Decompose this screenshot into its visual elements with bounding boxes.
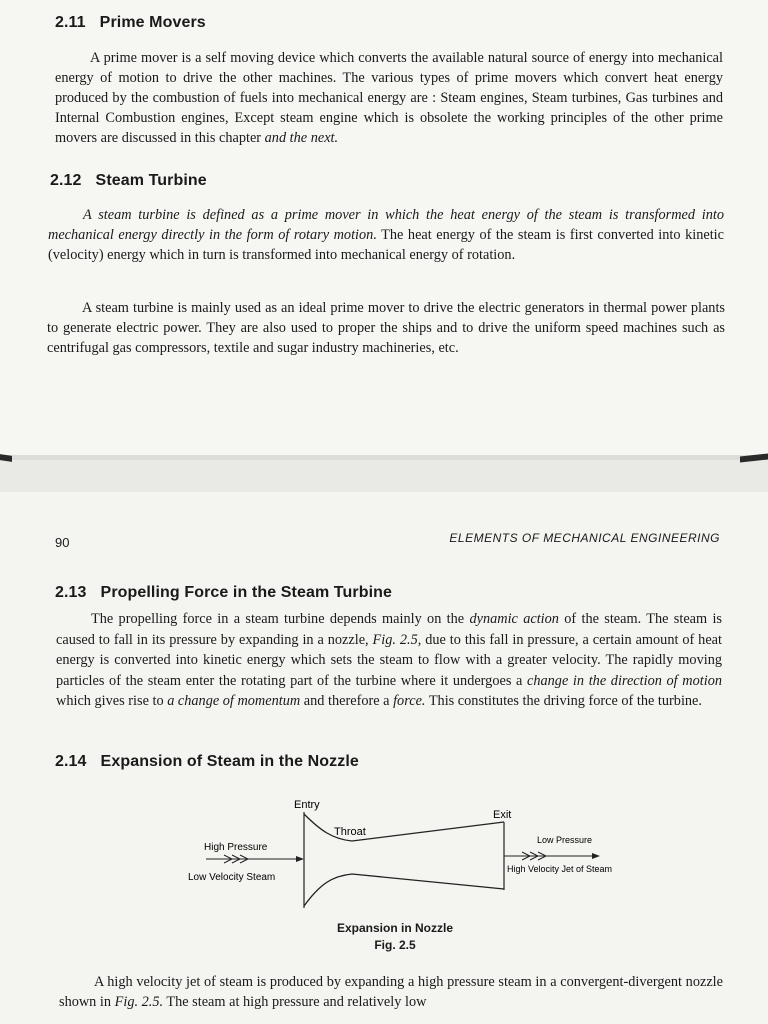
paragraph-text: The propelling force in a steam turbine depends mainly on the [91,611,470,627]
section-title: Prime Movers [99,14,206,31]
section-title: Expansion of Steam in the Nozzle [100,753,359,770]
label-exit: Exit [493,809,512,821]
figure-reference: Fig. 2.5. [114,994,164,1010]
outlet-arrowhead [592,853,600,859]
paragraph-text: which gives rise to [56,693,168,709]
section-number: 2.12 [50,172,82,189]
section-title: Propelling Force in the Steam Turbine [100,584,392,601]
label-high-pressure: High Pressure [204,842,268,853]
paragraph-italic: and the next. [264,130,339,146]
paragraph-text: This constitutes the driving force of the turbine. [425,693,702,709]
paragraph-text: The heat energy of the steam is first converted into kinetic (velocity) energy which in turn is transformed into mechanical energy of rotation. [48,227,724,263]
paragraph-prime-movers [55,48,723,148]
label-low-velocity-steam: Low Velocity Steam [188,872,276,883]
paragraph-text: and therefore a [300,693,394,709]
label-high-velocity-jet: High Velocity Jet of Steam [507,864,613,874]
paragraph-text: due to this fall in pressure, a certain amount of heat energy is converted into kinetic energy which sets the steam to flow with a greater velocity. The rapidly moving particles of the steam enter the rotating part of the turbine where it undergoes a [56,631,722,689]
nozzle-lower-wall [304,874,504,906]
paragraph-text: A steam turbine is mainly used as an ideal prime mover to drive the electric generators in thermal power plants to generate electric power. They are also used to proper the ships and to drive the uniform speed machines such as centrifugal gas compressors, textile and sugar industry machineries, etc. [47,300,725,356]
section-number: 2.14 [55,753,87,770]
section-heading-2-11 [55,14,206,32]
inlet-arrowhead [296,856,304,862]
paragraph-text: The steam at high pressure and relatively low [163,994,427,1010]
label-low-pressure: Low Pressure [537,835,593,845]
section-number: 2.11 [55,14,86,31]
section-heading-2-14 [55,753,359,771]
page-gap [0,460,768,492]
section-number: 2.13 [55,584,87,601]
paragraph-text: A high velocity jet of steam is produced by expanding a high pressure steam in a convergent-divergent nozzle shown in [59,974,723,1010]
label-throat: Throat [334,826,366,838]
paragraph-italic: force. [393,693,426,709]
paragraph-italic: change in the direction of motion [527,672,722,689]
page-number: 90 [55,535,70,550]
paragraph-italic: dynamic action [469,611,559,627]
paragraph-high-velocity-jet [59,972,723,1012]
running-header-title: ELEMENTS OF MECHANICAL ENGINEERING [449,531,720,545]
label-entry: Entry [294,799,320,811]
definition-italic: A steam turbine is defined as a prime mover in which the heat energy of the steam is transformed into mechanical energy directly in the form of rotary motion. [48,207,724,243]
section-heading-2-12 [50,172,207,190]
paragraph-steam-turbine-uses [47,298,725,358]
section-title: Steam Turbine [95,172,207,189]
paragraph-steam-turbine-definition [48,205,724,265]
paragraph-text: A prime mover is a self moving device which converts the available natural source of energy into mechanical energy of motion to drive the other machines. The various types of prime movers which convert heat energy produced by the combustion of fuels into mechanical energy are : Steam engines, Steam turbines, Gas turbines and Internal Combustion engines, Except steam engine which is obsolete the working principles of the other prime movers are discussed in this chapter [55,50,723,146]
figure-reference: Fig. 2.5, [372,631,422,648]
paragraph-text: of the steam. The steam is caused to fall in its pressure by expanding in a nozzle, [56,611,722,648]
section-heading-2-13 [55,584,392,602]
figure-caption-number: Fig. 2.5 [374,938,416,952]
paragraph-italic: a change of momentum [167,693,301,709]
paragraph-propelling-force [56,609,722,712]
top-page [0,0,768,455]
figure-caption-title: Expansion in Nozzle [336,921,453,935]
